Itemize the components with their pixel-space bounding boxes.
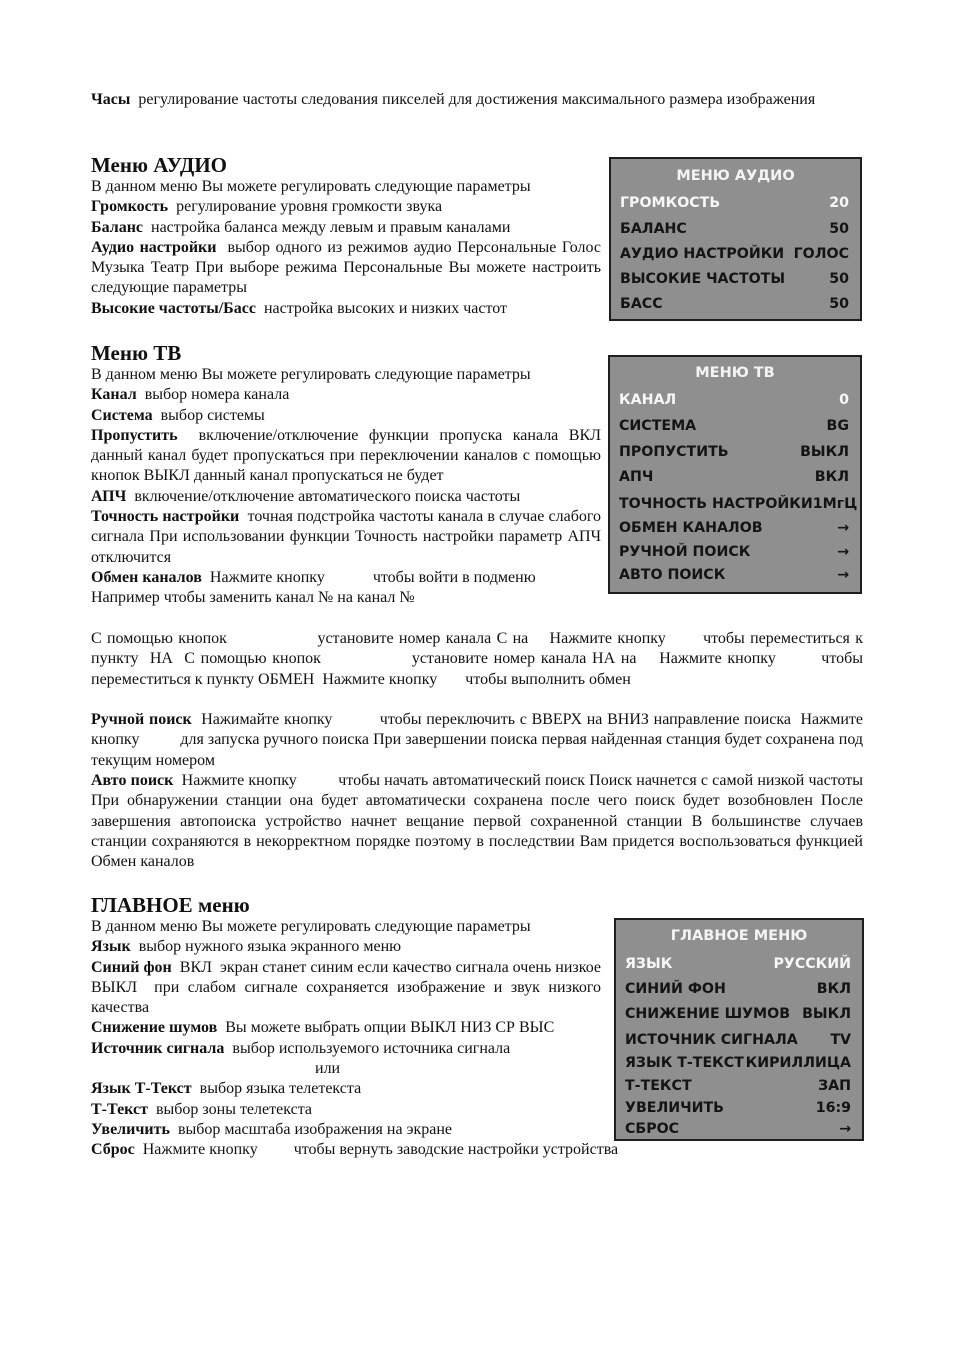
audio-line-volume: Громкость регулирование уровня громкости звука — [91, 198, 443, 216]
tv-heading: Меню ТВ — [91, 341, 182, 365]
audio-line-intro: В данном меню Вы можете регулировать следующие параметры — [91, 178, 531, 195]
audio-osd-menu — [609, 157, 862, 321]
tv-line-system: Система выбор системы — [91, 406, 265, 424]
main-line-ttx-language: Язык Т-Текст выбор языка телетекста — [91, 1080, 362, 1098]
audio-line-settings: Аудио настройки выбор одного из режимов аудио Персональные Голос Музыка Театр При выборе режима Персональные Вы можете настроить следующие параметры — [91, 238, 601, 297]
tv-line-afc: АПЧ включение/отключение автоматического поиска частоты — [91, 487, 521, 505]
audio-heading: Меню АУДИО — [91, 153, 227, 177]
tv-manual-search-paragraph — [91, 710, 867, 771]
tv-manual-search-term: Ручной поиск — [91, 711, 192, 728]
tv-osd-row-skip: ПРОПУСТИТЬ ВЫКЛ — [619, 444, 849, 460]
audio-osd-title: МЕНЮ АУДИО — [676, 168, 795, 184]
tv-auto-search-paragraph — [91, 771, 868, 872]
tv-osd-row-afc: АПЧ ВКЛ — [619, 469, 849, 485]
audio-osd-row-audio-settings: АУДИО НАСТРОЙКИ ГОЛОС — [620, 246, 849, 262]
audio-osd-row-balance: БАЛАНС 50 — [620, 221, 849, 237]
main-line-or: или — [315, 1060, 341, 1078]
main-line-signal-source: Источник сигнала выбор используемого источника сигнала — [91, 1039, 511, 1057]
main-line-ttx: Т-Текст выбор зоны телетекста — [91, 1100, 312, 1118]
main-osd-row-ttx: Т-ТЕКСТ ЗАП — [625, 1078, 851, 1094]
tv-line-example: Например чтобы заменить канал № на канал № — [91, 589, 415, 607]
main-line-language: Язык выбор нужного языка экранного меню — [91, 938, 402, 956]
tv-line-channel-exchange: Обмен каналов Нажмите кнопку чтобы войти в подменю — [91, 568, 536, 586]
main-line-noise-reduction: Снижение шумов Вы можете выбрать опции ВЫКЛ НИЗ СР ВЫС — [91, 1019, 555, 1037]
main-osd-menu — [614, 918, 864, 1141]
tv-auto-search-term: Авто поиск — [91, 772, 174, 789]
tv-osd-menu — [608, 355, 862, 594]
main-osd-row-language: ЯЗЫК РУССКИЙ — [625, 956, 851, 972]
audio-line-balance: Баланс настройка баланса между левым и правым каналами — [91, 218, 511, 236]
tv-line-fine-tune: Точность настройки точная подстройка частоты канала в случае слабого сигнала При использовании функции Точность настройки параметр АПЧ отключится — [91, 508, 602, 566]
tv-manual-search-text: Нажимайте кнопку чтобы переключить с ВВЕРХ на ВНИЗ направление поиска Нажмите кнопку для запуска ручного поиска При завершении поиска первая найденная станция будет сохранена под текущим номером — [91, 711, 867, 769]
tv-osd-row-system: СИСТЕМА BG — [619, 418, 849, 434]
audio-osd-row-treble: ВЫСОКИЕ ЧАСТОТЫ 50 — [620, 271, 849, 287]
clock-term: Часы — [91, 91, 131, 108]
tv-osd-row-channel-exchange: ОБМЕН КАНАЛОВ → — [619, 520, 849, 536]
main-osd-row-reset: СБРОС → — [625, 1121, 851, 1137]
tv-exchange-paragraph — [91, 629, 867, 690]
main-osd-row-blue-screen: СИНИЙ ФОН ВКЛ — [625, 981, 851, 997]
main-line-zoom: Увеличить выбор масштаба изображения на экране — [91, 1120, 452, 1138]
main-osd-title: ГЛАВНОЕ МЕНЮ — [670, 928, 808, 944]
clock-text: регулирование частоты следования пикселей для достижения максимального размера изображения — [138, 91, 816, 108]
main-osd-row-ttx-language: ЯЗЫК Т-ТЕКСТ КИРИЛЛИЦА — [625, 1055, 851, 1071]
tv-text — [91, 365, 601, 609]
audio-osd-row-bass: БАСС 50 — [620, 296, 849, 312]
main-osd-row-zoom: УВЕЛИЧИТЬ 16:9 — [625, 1100, 851, 1116]
audio-osd-row-volume: ГРОМКОСТЬ 20 — [620, 195, 849, 211]
main-line-blue-screen: Синий фон ВКЛ экран станет синим если качество сигнала очень низкое ВЫКЛ при слабом сигнале сохраняется изображение и звук низкого качества — [91, 958, 605, 1017]
tv-auto-search-text: Нажмите кнопку чтобы начать автоматический поиск Поиск начнется с самой низкой частоты При обнаружении станции она будет автоматически сохранена после чего поиск будет возобновлен После завершения автопоиска устройство начнет вещание первой сохраненной станции В большинстве случаев станции сохраняются в некорректном порядке поэтому в последствии Вам придется воспользоваться функцией Обмен каналов — [91, 772, 868, 871]
tv-exchange-text: С помощью кнопок установите номер канала С на Нажмите кнопку чтобы переместиться к пункту НА С помощью кнопок установите номер канала НА на Нажмите кнопку чтобы переместиться к пункту ОБМЕН Нажмите кнопку чтобы выполнить обмен — [91, 630, 867, 688]
audio-text — [91, 177, 601, 319]
clock-paragraph — [91, 90, 863, 110]
main-line-intro: В данном меню Вы можете регулировать следующие параметры — [91, 918, 531, 935]
tv-osd-row-channel: КАНАЛ 0 — [619, 392, 849, 408]
main-osd-row-noise-reduction: СНИЖЕНИЕ ШУМОВ ВЫКЛ — [625, 1006, 851, 1022]
tv-line-skip: Пропустить включение/отключение функции пропуска канала ВКЛ данный канал будет пропускаться при переключении каналов с помощью кнопок ВЫКЛ данный канал пропускаться не будет — [91, 426, 602, 485]
tv-line-intro: В данном меню Вы можете регулировать следующие параметры — [91, 366, 531, 383]
main-osd-row-signal-source: ИСТОЧНИК СИГНАЛА TV — [625, 1032, 851, 1048]
main-text — [91, 917, 619, 1161]
audio-line-treble-bass: Высокие частоты/Басс настройка высоких и низких частот — [91, 299, 507, 317]
tv-osd-row-auto-search: АВТО ПОИСК → — [619, 567, 849, 583]
tv-osd-row-manual-search: РУЧНОЙ ПОИСК → — [619, 544, 849, 560]
tv-line-channel: Канал выбор номера канала — [91, 386, 290, 404]
tv-osd-row-fine-tune: ТОЧНОСТЬ НАСТРОЙКИ 1МгЦ — [619, 496, 858, 512]
tv-osd-title: МЕНЮ ТВ — [695, 365, 775, 381]
main-line-reset: Сброс Нажмите кнопку чтобы вернуть заводские настройки устройства — [91, 1141, 619, 1159]
main-heading: ГЛАВНОЕ меню — [91, 893, 250, 917]
